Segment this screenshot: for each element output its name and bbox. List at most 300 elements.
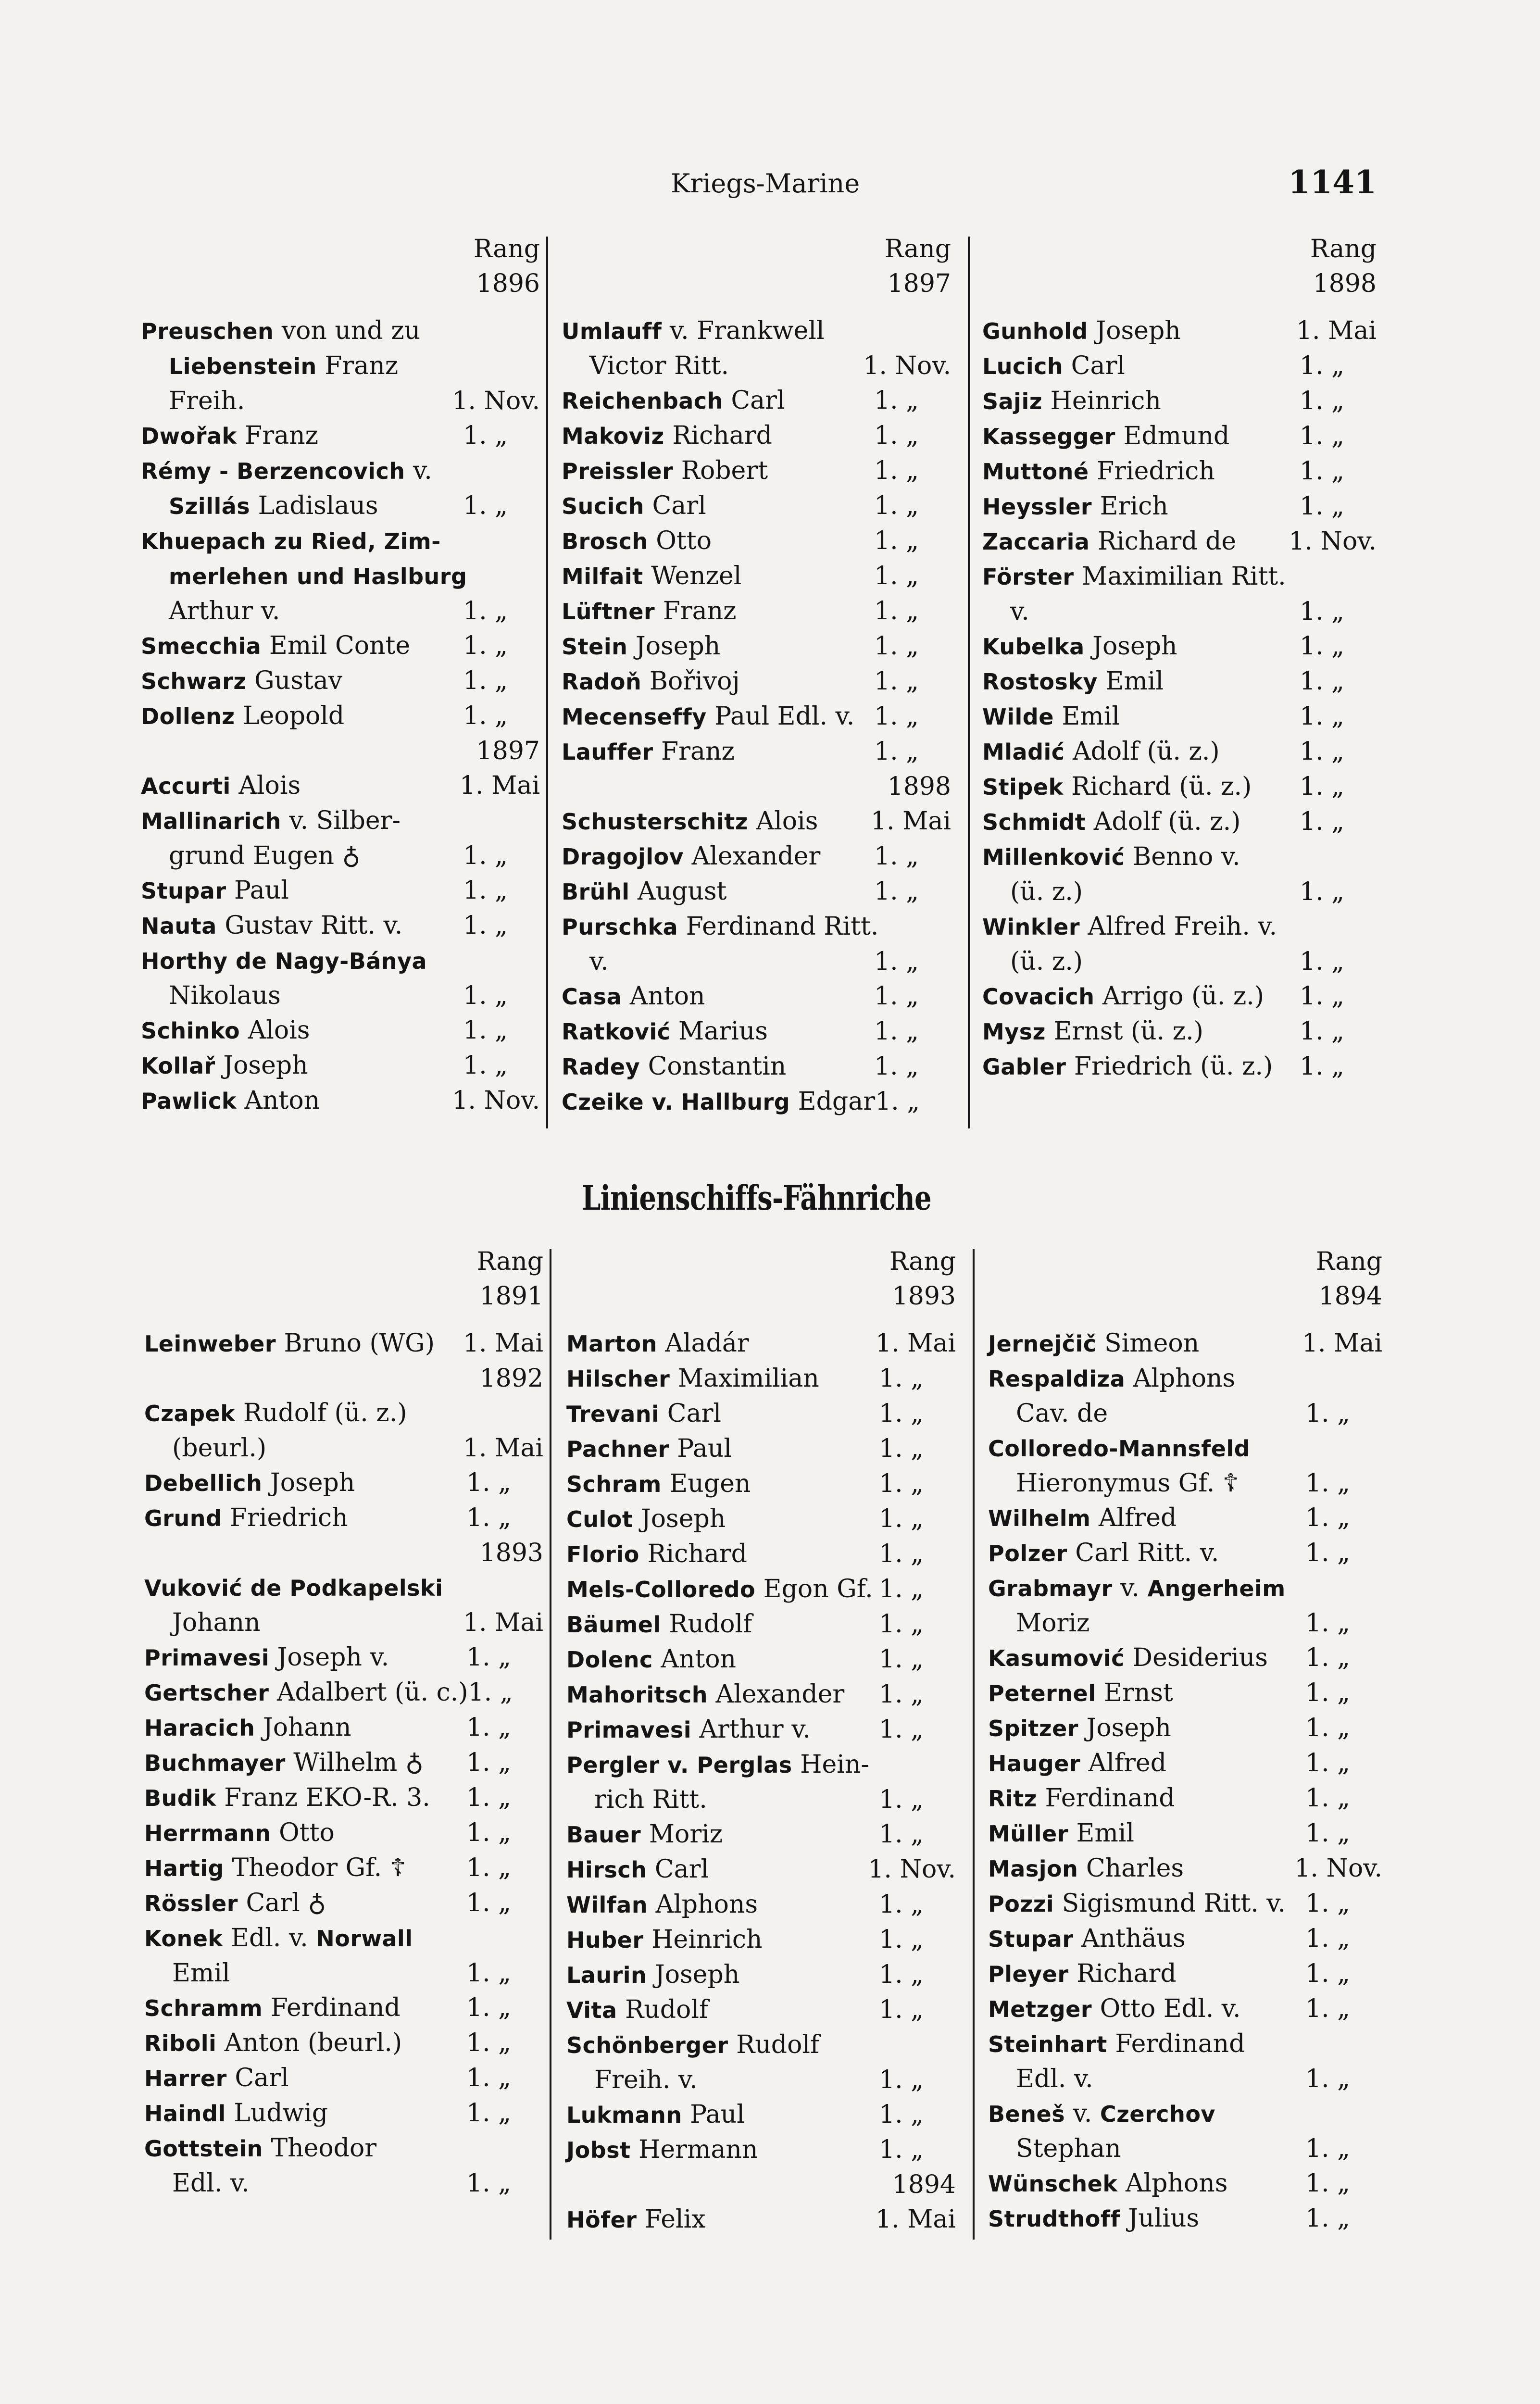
list-item xyxy=(144,1396,543,1431)
officer-name xyxy=(988,1571,1286,1606)
surname: Casa xyxy=(562,984,622,1010)
officer-name xyxy=(566,1852,709,1887)
list-item xyxy=(141,524,540,559)
rank-date: 1. „ xyxy=(463,666,508,695)
officer-name xyxy=(566,2202,706,2237)
officer-name xyxy=(562,804,818,839)
given-name: Felix xyxy=(637,2205,706,2234)
officer-name xyxy=(982,839,1240,875)
rang-label: Rang xyxy=(889,1247,956,1276)
officer-name xyxy=(988,1956,1177,1991)
officer-name xyxy=(988,2166,1227,2201)
given-name: Ferdinand Ritt. xyxy=(678,912,879,941)
given-name: Moriz xyxy=(1016,1609,1090,1638)
given-name: grund Eugen ♁ xyxy=(169,841,361,870)
rank-date: 1. „ xyxy=(1300,667,1345,696)
given-name: Friedrich xyxy=(1089,457,1215,486)
rank-date xyxy=(1300,909,1377,944)
surname: Brosch xyxy=(562,528,648,554)
surname: merlehen und Haslburg xyxy=(169,563,467,589)
rank-date: 1. „ xyxy=(874,632,919,661)
rang-label: Rang xyxy=(476,1247,543,1276)
list-item xyxy=(144,1991,543,2026)
rang-header xyxy=(982,232,1377,301)
given-name: Ernst xyxy=(1096,1678,1173,1707)
officer-name xyxy=(562,349,729,383)
given-name: Ludwig xyxy=(225,2099,328,2128)
officer-name xyxy=(566,1992,708,2028)
given-name: Carl Ritt. v. xyxy=(1067,1539,1219,1567)
given-name: Cav. de xyxy=(1016,1399,1108,1428)
surname: Beneš xyxy=(988,2101,1065,2127)
given-name: Carl xyxy=(644,491,706,520)
given-name: Alfred xyxy=(1080,1749,1166,1778)
surname: Schinko xyxy=(141,1018,240,1044)
surname: Rémy - Berzencovich xyxy=(141,458,405,484)
surname: Hauger xyxy=(988,1751,1081,1777)
given-name: rich Ritt. xyxy=(594,1785,707,1814)
rank-date: 1. „ xyxy=(879,1995,924,2024)
officer-name xyxy=(141,699,344,734)
rang-year: 1894 xyxy=(1318,1282,1382,1311)
given-name: Rudolf xyxy=(728,2030,820,2059)
given-name: (beurl.) xyxy=(172,1434,267,1463)
rank-date: 1. „ xyxy=(1300,737,1345,766)
officer-name xyxy=(144,2166,250,2201)
surname: Mallinarich xyxy=(141,808,281,834)
year-subheading: 1897 xyxy=(476,737,540,765)
given-name: Constantin xyxy=(640,1052,787,1081)
surname: Schramm xyxy=(144,1995,263,2021)
officer-name xyxy=(562,453,768,488)
surname: Lucich xyxy=(982,353,1064,379)
given-name: v. xyxy=(1065,2099,1100,2128)
list-item xyxy=(982,734,1377,769)
list-item xyxy=(566,1572,956,1607)
rank-date: 1. „ xyxy=(1300,422,1345,451)
rank-date: 1. „ xyxy=(879,1540,924,1568)
page-number: 1141 xyxy=(1288,163,1377,201)
officer-name xyxy=(566,1502,726,1537)
surname: Wilfan xyxy=(566,1892,648,1918)
rank-date: 1. Mai xyxy=(463,1329,543,1358)
given-name: Maximilian xyxy=(670,1364,819,1393)
officer-name xyxy=(144,1745,424,1780)
officer-name xyxy=(982,313,1181,349)
list-item-continuation xyxy=(988,2131,1382,2166)
officer-name xyxy=(144,1570,443,1605)
surname: Strudthoff xyxy=(988,2206,1120,2232)
rank-date: 1. „ xyxy=(463,911,508,940)
given-name: Johann xyxy=(255,1713,351,1742)
officer-name xyxy=(566,1747,869,1782)
surname: Peternel xyxy=(988,1680,1096,1706)
given-name: Theodor Gf. ☦ xyxy=(224,1853,406,1882)
surname: Pachner xyxy=(566,1436,669,1462)
surname: Konek xyxy=(144,1926,223,1952)
officer-name xyxy=(144,1465,355,1501)
list-item-continuation xyxy=(141,488,540,524)
given-name: Charles xyxy=(1078,1854,1184,1883)
rank-date: 1. „ xyxy=(1300,877,1345,906)
rank-date xyxy=(463,349,540,384)
rank-date: 1. „ xyxy=(879,1925,924,1954)
top-column-1 xyxy=(141,232,540,1118)
rank-date: 1. „ xyxy=(874,386,919,415)
list-item xyxy=(988,1746,1382,1781)
officer-name xyxy=(566,1922,762,1957)
surname: Sucich xyxy=(562,493,644,519)
surname: Debellich xyxy=(144,1470,263,1496)
rank-date: 1. „ xyxy=(879,2066,924,2094)
rank-date: 1. Mai xyxy=(870,807,951,836)
officer-name xyxy=(141,594,280,628)
list-item xyxy=(982,1014,1377,1049)
surname: Kubelka xyxy=(982,634,1085,660)
list-item-continuation xyxy=(982,875,1377,909)
officer-name xyxy=(566,1782,707,1817)
list-item xyxy=(566,1502,956,1537)
list-item xyxy=(982,384,1377,419)
officer-name xyxy=(566,1431,732,1466)
officer-name xyxy=(566,1957,739,1992)
list-item xyxy=(988,2166,1382,2201)
rang-label: Rang xyxy=(473,235,540,263)
list-item xyxy=(566,1887,956,1922)
officer-name xyxy=(988,1851,1184,1886)
officer-name xyxy=(988,1886,1286,1921)
officer-name xyxy=(144,1710,351,1745)
given-name: v. xyxy=(589,947,609,976)
rang-header xyxy=(141,232,540,301)
list-item xyxy=(988,1361,1382,1396)
officer-name xyxy=(144,1326,435,1361)
officer-name xyxy=(566,1817,723,1852)
surname: Masjon xyxy=(988,1856,1078,1882)
list-item-continuation xyxy=(141,594,540,628)
given-name: Carl xyxy=(226,2064,289,2092)
given-name: Carl xyxy=(1063,351,1125,380)
surname: Czapek xyxy=(144,1401,236,1427)
rank-date: 1. „ xyxy=(1305,1503,1351,1532)
surname-predicate: Angerheim xyxy=(1147,1576,1286,1602)
given-name: Joseph xyxy=(1088,316,1181,345)
surname: Horthy de Nagy-Bánya xyxy=(141,948,427,974)
list-item xyxy=(144,2061,543,2096)
given-name: Otto xyxy=(648,526,712,555)
officer-name xyxy=(982,769,1252,804)
given-name: Ladislaus xyxy=(250,491,378,520)
surname: Budik xyxy=(144,1785,216,1811)
list-item xyxy=(562,313,951,349)
rank-date: 1. „ xyxy=(874,877,919,906)
given-name: Stephan xyxy=(1016,2134,1121,2163)
list-item xyxy=(144,1886,543,1921)
given-name: Alexander xyxy=(708,1680,845,1709)
rank-date: 1. „ xyxy=(1300,597,1345,626)
list-item xyxy=(566,2028,956,2063)
list-item xyxy=(144,1851,543,1886)
rank-date xyxy=(1305,2027,1382,2062)
given-name: Paul Edl. v. xyxy=(706,702,855,731)
officer-name xyxy=(982,944,1083,979)
rank-date: 1. „ xyxy=(1305,1994,1351,2023)
list-item xyxy=(988,1816,1382,1851)
given-name: Emil xyxy=(172,1959,230,1988)
officer-name xyxy=(562,1014,768,1049)
officer-name xyxy=(144,1501,348,1536)
surname: Mels-Colloredo xyxy=(566,1577,756,1603)
rank-date: 1. „ xyxy=(874,1052,919,1081)
list-item xyxy=(562,979,951,1014)
list-item xyxy=(562,418,951,453)
given-name: Sigismund Ritt. v. xyxy=(1054,1889,1286,1918)
officer-name xyxy=(141,349,398,384)
given-name: Emil xyxy=(1068,1819,1135,1848)
officer-name xyxy=(144,2096,328,2131)
officer-name xyxy=(988,1326,1199,1361)
officer-name xyxy=(562,1084,875,1119)
list-item xyxy=(566,1922,956,1957)
list-item xyxy=(988,1431,1382,1466)
officer-name xyxy=(562,944,609,979)
given-name: Robert xyxy=(673,456,768,485)
officer-name xyxy=(562,313,825,349)
given-name: Alois xyxy=(230,771,301,800)
officer-name xyxy=(562,488,706,524)
rank-date xyxy=(466,1396,543,1431)
given-name: v. Frankwell xyxy=(662,316,825,345)
list-item-continuation xyxy=(141,349,540,384)
given-name: Anton (beurl.) xyxy=(216,2028,402,2057)
list-item xyxy=(982,699,1377,734)
surname: Zaccaria xyxy=(982,529,1090,555)
list-item xyxy=(144,2131,543,2166)
given-name: Hermann xyxy=(630,2135,758,2164)
rank-date xyxy=(463,803,540,839)
rank-date xyxy=(874,313,951,349)
rank-date: 1. Mai xyxy=(1296,316,1377,345)
surname: Milfait xyxy=(562,563,643,589)
given-name: Edgar xyxy=(790,1087,876,1116)
surname: Respaldiza xyxy=(988,1366,1126,1392)
given-name: Franz EKO-R. 3. xyxy=(216,1783,430,1812)
surname: Mladić xyxy=(982,739,1065,765)
rank-date xyxy=(466,1570,543,1605)
list-item-continuation xyxy=(141,978,540,1013)
list-item xyxy=(566,1607,956,1642)
given-name: v. xyxy=(405,456,432,485)
given-name: Victor Ritt. xyxy=(589,351,729,380)
rank-date: 1. „ xyxy=(466,1713,512,1742)
rank-date: 1. „ xyxy=(466,1783,512,1812)
officer-name xyxy=(988,1396,1108,1431)
rank-date: 1. „ xyxy=(879,1610,924,1639)
surname: Müller xyxy=(988,1821,1068,1847)
rank-date: 1. Mai xyxy=(875,2205,956,2234)
list-item xyxy=(144,1675,543,1710)
list-item xyxy=(982,839,1377,875)
list-item xyxy=(141,1083,540,1118)
surname: Laurin xyxy=(566,1962,647,1988)
rank-date xyxy=(1305,1361,1382,1396)
officer-name xyxy=(566,1572,873,1607)
rank-date: 1. „ xyxy=(1305,1784,1351,1813)
given-name: Carl xyxy=(723,386,785,415)
rank-date: 1. „ xyxy=(1305,1889,1351,1918)
rank-date xyxy=(466,2131,543,2166)
list-item xyxy=(982,489,1377,524)
given-name: Carl xyxy=(647,1855,709,1884)
given-name: Eugen xyxy=(661,1469,751,1498)
officer-name xyxy=(562,839,820,874)
surname: Wünschek xyxy=(988,2171,1118,2197)
list-item xyxy=(144,1501,543,1536)
officer-name xyxy=(982,699,1120,734)
given-name: Alfred xyxy=(1090,1503,1177,1532)
given-name: Johann xyxy=(172,1608,261,1637)
officer-name xyxy=(141,453,432,488)
list-item xyxy=(566,1747,956,1782)
surname: Muttoné xyxy=(982,459,1089,485)
list-item xyxy=(562,524,951,559)
list-item xyxy=(988,1711,1382,1746)
list-item xyxy=(562,699,951,734)
surname: Haracich xyxy=(144,1715,255,1741)
given-name: Edl. v. xyxy=(1016,2065,1093,2093)
rank-date: 1. „ xyxy=(1305,1469,1351,1498)
list-item-continuation xyxy=(144,1605,543,1640)
column-divider xyxy=(968,237,970,1128)
list-item-continuation xyxy=(144,1431,543,1465)
officer-name xyxy=(144,1991,401,2026)
surname: Covacich xyxy=(982,984,1095,1010)
rank-date: 1. „ xyxy=(874,421,919,450)
surname: Jernejčič xyxy=(988,1331,1097,1357)
given-name: v. Silber- xyxy=(281,806,401,835)
officer-name xyxy=(141,664,342,699)
given-name: Arthur v. xyxy=(691,1715,811,1744)
rank-date: 1. „ xyxy=(1300,457,1345,486)
surname: Grund xyxy=(144,1505,222,1531)
rank-date: 1. „ xyxy=(1305,2169,1351,2198)
officer-name xyxy=(144,2131,376,2166)
officer-name xyxy=(562,383,785,418)
given-name: Freih. xyxy=(169,387,245,415)
given-name: Franz xyxy=(316,351,399,380)
officer-name xyxy=(144,1780,430,1816)
given-name: Anton xyxy=(622,982,705,1011)
surname: Metzger xyxy=(988,1996,1092,2022)
surname: Schram xyxy=(566,1471,662,1497)
list-item xyxy=(141,453,540,488)
given-name: Richard (ü. z.) xyxy=(1063,772,1252,801)
given-name: Heinrich xyxy=(643,1925,763,1954)
rank-date: 1. „ xyxy=(1305,1924,1351,1953)
rank-date: 1. „ xyxy=(874,982,919,1011)
rank-date: 1. „ xyxy=(463,491,508,520)
officer-name xyxy=(988,2096,1215,2131)
rank-date xyxy=(1305,1431,1382,1466)
rank-date: 1. Nov. xyxy=(452,1086,540,1115)
surname: Kassegger xyxy=(982,424,1115,450)
list-item-continuation xyxy=(562,944,951,979)
rank-date xyxy=(1305,1571,1382,1606)
rank-date xyxy=(879,2028,956,2063)
rang-label: Rang xyxy=(1310,235,1377,263)
list-item-continuation xyxy=(982,944,1377,979)
rank-date: 1. „ xyxy=(874,702,919,731)
officer-name xyxy=(562,524,712,559)
given-name: Leopold xyxy=(235,701,345,730)
officer-name xyxy=(566,1396,721,1431)
rank-date: 1. „ xyxy=(874,491,919,520)
list-item xyxy=(141,699,540,734)
given-name: Julius xyxy=(1120,2204,1200,2233)
officer-name xyxy=(988,1816,1134,1851)
surname: Riboli xyxy=(144,2030,217,2056)
rank-date: 1. „ xyxy=(466,1643,512,1672)
list-item xyxy=(562,1049,951,1084)
rank-date: 1. Nov. xyxy=(452,387,540,415)
rank-date: 1. „ xyxy=(874,842,919,871)
list-item xyxy=(141,313,540,349)
list-item-continuation xyxy=(988,2062,1382,2096)
rank-date: 1. „ xyxy=(874,947,919,976)
officer-name xyxy=(988,1921,1186,1956)
surname: Radey xyxy=(562,1054,640,1080)
surname: Schwarz xyxy=(141,668,247,694)
surname: Winkler xyxy=(982,914,1080,940)
list-item xyxy=(566,1712,956,1747)
given-name: Hieronymus Gf. ☦ xyxy=(1016,1469,1239,1498)
surname: Kasumović xyxy=(988,1645,1125,1671)
officer-name xyxy=(566,1887,758,1922)
column-divider xyxy=(550,1249,551,2240)
rank-date: 1. „ xyxy=(1300,492,1345,521)
rank-date: 1. „ xyxy=(879,1820,924,1849)
officer-name xyxy=(144,2061,289,2096)
rank-date: 1. „ xyxy=(466,1748,512,1777)
surname: Brühl xyxy=(562,879,630,905)
surname: Dwořak xyxy=(141,423,237,449)
rank-date: 1. „ xyxy=(879,1890,924,1919)
given-name: Bořivoj xyxy=(641,667,740,696)
officer-name xyxy=(562,594,737,629)
given-name: Alfred Freih. v. xyxy=(1080,912,1277,941)
surname: Haindl xyxy=(144,2101,226,2127)
surname-predicate: Czerchov xyxy=(1100,2101,1215,2127)
rank-date: 1. Nov. xyxy=(868,1855,956,1884)
rank-date: 1. „ xyxy=(879,1575,924,1603)
given-name: Alphons xyxy=(1125,1364,1236,1393)
surname: Ratković xyxy=(562,1019,671,1045)
given-name: Wilhelm ♁ xyxy=(285,1748,424,1777)
officer-name xyxy=(566,2028,819,2063)
surname: Nauta xyxy=(141,913,217,939)
list-item-continuation xyxy=(982,594,1377,629)
list-item-continuation xyxy=(988,1396,1382,1431)
list-item xyxy=(982,454,1377,489)
given-name: Maximilian Ritt. xyxy=(1074,562,1286,591)
list-item xyxy=(988,1571,1382,1606)
rang-year: 1897 xyxy=(887,269,951,298)
rank-date: 1. „ xyxy=(1305,1609,1351,1638)
officer-name xyxy=(144,1956,230,1991)
rank-date: 1. „ xyxy=(1300,947,1345,976)
surname: Pergler v. Perglas xyxy=(566,1752,792,1778)
given-name: Adolf (ü. z.) xyxy=(1086,807,1241,836)
